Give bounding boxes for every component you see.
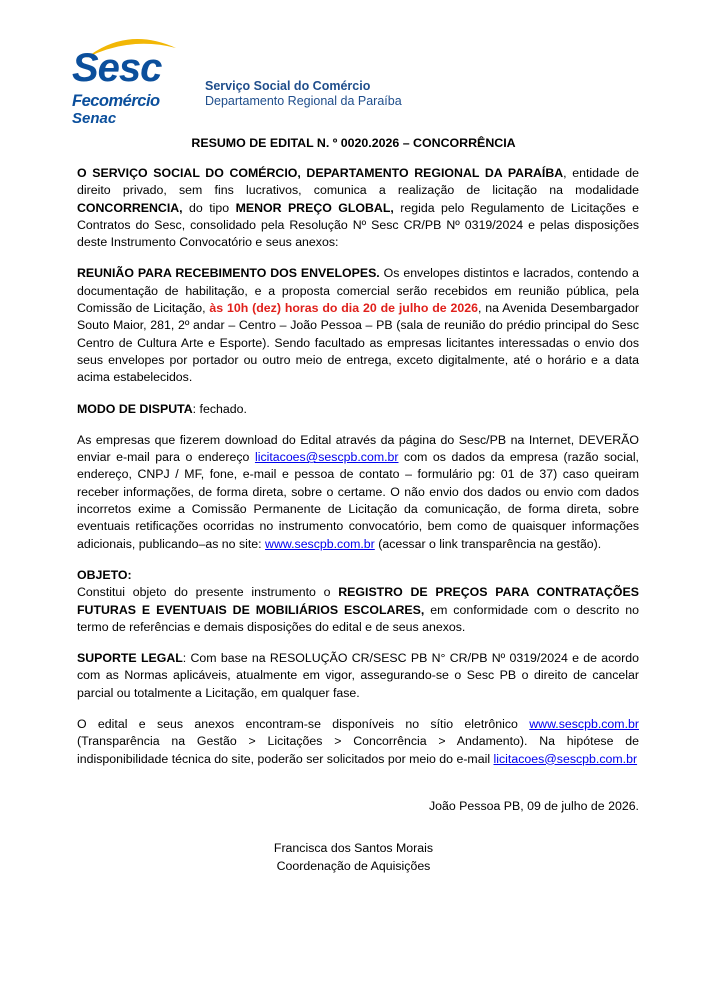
text: em conformidade com o descrito no termo de referências e demais disposições do edital e de seus anexos. [77,602,640,634]
paragraph-legal [77,650,639,702]
paragraph-availability [77,716,639,768]
paragraph-meeting [77,265,639,386]
text: Constitui objeto do presente instrumento o [77,585,339,600]
text: do tipo [182,200,236,215]
meeting-date: às 10h (dez) horas do dia 20 de julho de 2026 [209,301,478,316]
meeting-heading: REUNIÃO PARA RECEBIMENTO DOS ENVELOPES. [77,266,380,281]
text: regida pelo Regulamento de Licitações e Contratos do Sesc, consolidado pela Resolução Nº Sesc CR/PB Nº 0319/2024 e pelas disposições deste Instrumento Convocatório e seus anexos: [77,200,640,250]
paragraph-intro [77,165,639,251]
text: (Transparência na Gestão > Licitações > Concorrência > Andamento). Na hipótese de indisponibilidade técnica do site, poderão ser solicitados por meio do e-mail [77,734,639,766]
object-heading: OBJETO: [77,567,132,582]
text: O edital e seus anexos encontram-se disponíveis no sítio eletrônico [77,717,530,732]
paragraph-download [77,432,639,553]
text: As empresas que fizerem download do Edital através da página do Sesc/PB na Internet, DEVERÃO enviar e-mail para o endereço [77,432,639,465]
type: MENOR PREÇO GLOBAL, [235,200,394,215]
email-link[interactable]: licitacoes@sescpb.com.br [493,751,638,766]
text: (acessar o link transparência na gestão). [374,536,602,551]
text: : fechado. [192,401,247,416]
text: , na Avenida Desembargador Souto Maior, 281, 2º andar – Centro – João Pessoa – PB (sala de reunião do prédio principal do Sesc Centro de Cultura Arte e Esporte). Sendo facultado as empresas licitantes interessadas o envio dos seus envelopes por portador ou outro meio de entrega, exceto digitalmente, até o horário e a data acima estabelecidos. [77,301,639,385]
signer-name: Francisca dos Santos Morais [273,841,434,855]
document-date: João Pessoa PB, 09 de julho de 2026. [428,799,639,813]
logo-senac: Senac [72,110,117,127]
paragraph-object [77,567,639,636]
sesc-logo [72,32,182,132]
logo-fecomercio: Fecomércio [72,92,160,110]
document-title: RESUMO DE EDITAL N. º 0020.2026 – CONCORRÊNCIA [191,136,516,150]
paragraph-dispute [77,401,639,418]
object-title: REGISTRO DE PREÇOS PARA CONTRATAÇÕES FUTURAS E EVENTUAIS DE MOBILIÁRIOS ESCOLARES, [77,585,639,617]
dispute-heading: MODO DE DISPUTA [77,401,193,416]
modality: CONCORRENCIA, [77,200,183,215]
document-body [77,165,639,768]
signature-block [0,840,707,875]
header-org: Serviço Social do Comércio [205,79,371,93]
text: Os envelopes distintos e lacrados, contendo a documentação de habilitação, e a proposta comercial serão recebidos em reunião pública, pela Comissão de Licitação, [77,266,639,316]
legal-heading: SUPORTE LEGAL [77,651,183,666]
site-link[interactable]: www.sescpb.com.br [529,717,639,732]
header [205,79,402,109]
text: com os dados da empresa (razão social, endereço, CNPJ / MF, fone, e-mail e pessoa de contato – formulário pg: 01 de 37) caso queiram receber informações, de forma direta, sobre o certame. O não envio dos dados ou envio com dados incorretos exime a Comissão Permanente de Licitação da comunicação, de forma direta, sobre eventuais retificações ocorridas no instrumento convocatório, bem como de quaisquer informações adicionais, publicando–as no site: [77,450,639,551]
signer-role: Coordenação de Aquisições [276,858,431,873]
logo-brand: Sesc [72,46,162,90]
site-link[interactable]: www.sescpb.com.br [265,536,375,551]
text: : Com base na RESOLUÇÃO CR/SESC PB N° CR/PB Nº 0319/2024 e de acordo com as Normas aplicáveis, atualmente em vigor, assegurando-se o Sesc PB o direito de cancelar parcial ou totalmente a Licitação, em qualquer fase. [77,651,640,700]
intro-entity: O SERVIÇO SOCIAL DO COMÉRCIO, DEPARTAMENTO REGIONAL DA PARAÍBA [77,166,564,180]
header-dept: Departamento Regional da Paraíba [205,94,402,108]
text: , entidade de direito privado, sem fins lucrativos, comunica a realização de licitação na modalidade [77,166,639,198]
email-link[interactable]: licitacoes@sescpb.com.br [254,450,399,465]
